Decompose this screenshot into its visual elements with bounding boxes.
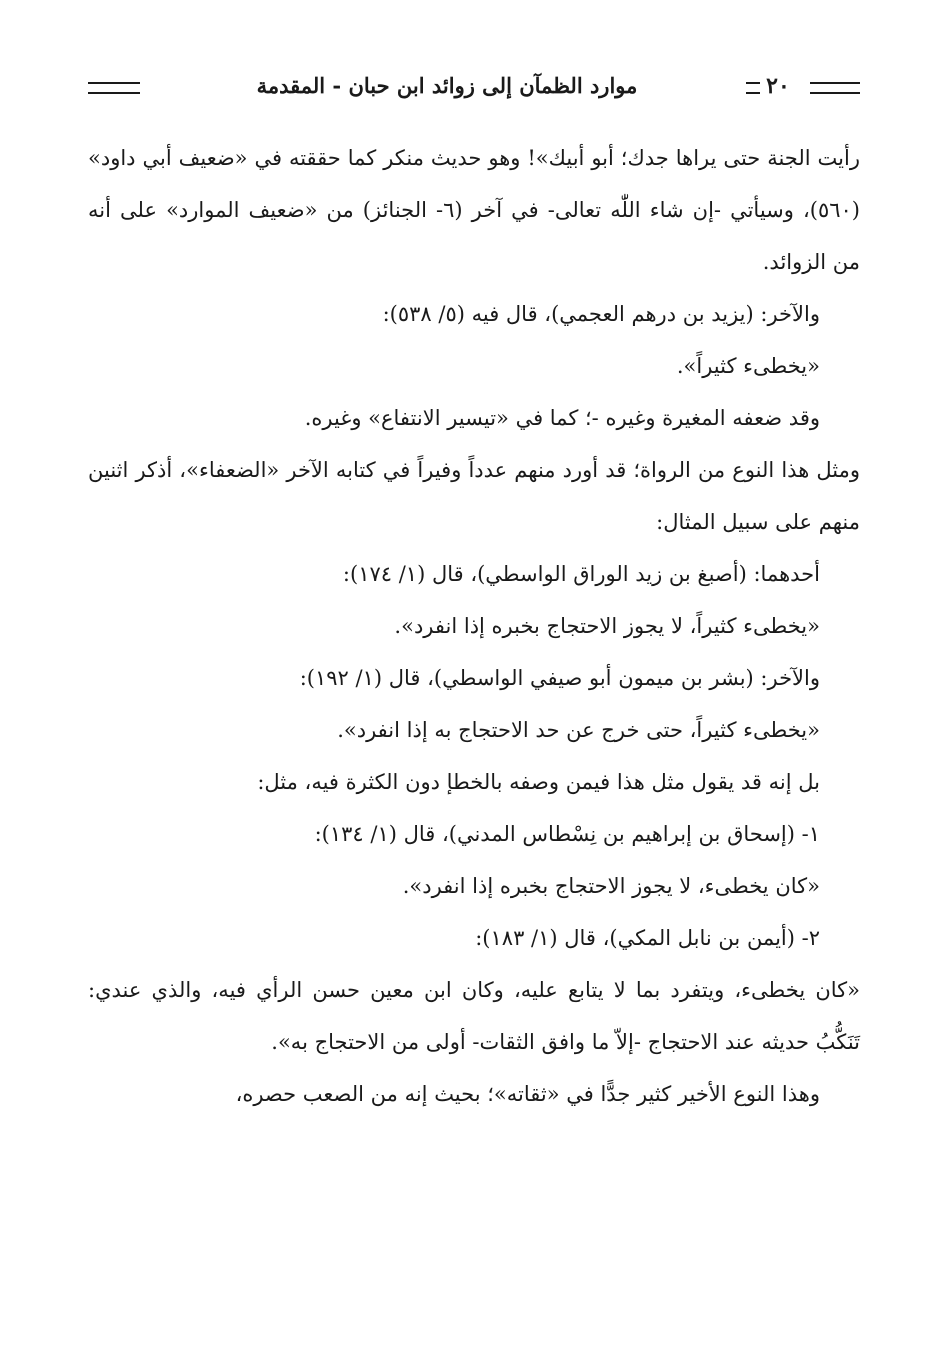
body-text <box>88 132 860 1120</box>
page-number: ٢٠ <box>766 73 790 99</box>
header-rule-right <box>810 82 860 94</box>
paragraph-first-example: أحدهما: (أصبغ بن زيد الوراق الواسطي)، قال (١/ ١٧٤): <box>342 562 820 586</box>
paragraph-weakened-by: وقد ضعفه المغيرة وغيره -؛ كما في «تيسير الانتفاع» وغيره. <box>304 406 820 430</box>
paragraph-type-examples: ومثل هذا النوع من الرواة؛ قد أورد منهم عدداً وفيراً في كتابه الآخر «الضعفاء»، أذكر اثنين منهم على سبيل المثال: <box>88 458 860 534</box>
list-item-1: ١- (إسحاق بن إبراهيم بن نِسْطاس المدني)، قال (١/ ١٣٤): <box>314 822 820 846</box>
header-rule-left <box>88 82 140 94</box>
quote-first-example: «يخطىء كثيراً، لا يجوز الاحتجاج بخبره إذا انفرد». <box>394 614 820 638</box>
paragraph-opening: رأيت الجنة حتى يراها جدك؛ أبو أبيك»! وهو حديث منكر كما حققته في «ضعيف أبي داود» (٥٦٠)، وسيأتي -إن شاء اللّٰه تعالى- في آخر (٦- الجنائز) من «ضعيف الموارد» على أنه من الزوائد. <box>88 146 860 274</box>
paragraph-last-type: وهذا النوع الأخير كثير جدًّا في «ثقاته»؛ بحيث إنه من الصعب حصره، <box>235 1082 820 1106</box>
running-header <box>88 68 860 108</box>
list-item-2: ٢- (أيمن بن نابل المكي)، قال (١/ ١٨٣): <box>475 926 820 950</box>
running-title: موارد الظمآن إلى زوائد ابن حبان - المقدمة <box>256 73 638 98</box>
quote-second-example: «يخطىء كثيراً، حتى خرج عن حد الاحتجاج به إذا انفرد». <box>337 718 820 742</box>
quote-list-item-1: «كان يخطىء، لا يجوز الاحتجاج بخبره إذا انفرد». <box>402 874 820 898</box>
paragraph-second-example: والآخر: (بشر بن ميمون أبو صيفي الواسطي)، قال (١/ ١٩٢): <box>299 666 820 690</box>
quote-list-item-2: «كان يخطىء، ويتفرد بما لا يتابع عليه، وكان ابن معين حسن الرأي فيه، والذي عندي: تَنَكُّبُ حديثه عند الاحتجاج -إلاّ ما وافق الثقات- أولى من الاحتجاج به». <box>88 978 860 1054</box>
header-rule-inner <box>746 82 760 94</box>
quote-second-narrator: «يخطىء كثيراً». <box>676 354 820 378</box>
paragraph-second-narrator: والآخر: (يزيد بن درهم العجمي)، قال فيه (٥/ ٥٣٨): <box>382 302 820 326</box>
paragraph-rather: بل إنه قد يقول مثل هذا فيمن وصفه بالخطإ دون الكثرة فيه، مثل: <box>257 770 820 794</box>
